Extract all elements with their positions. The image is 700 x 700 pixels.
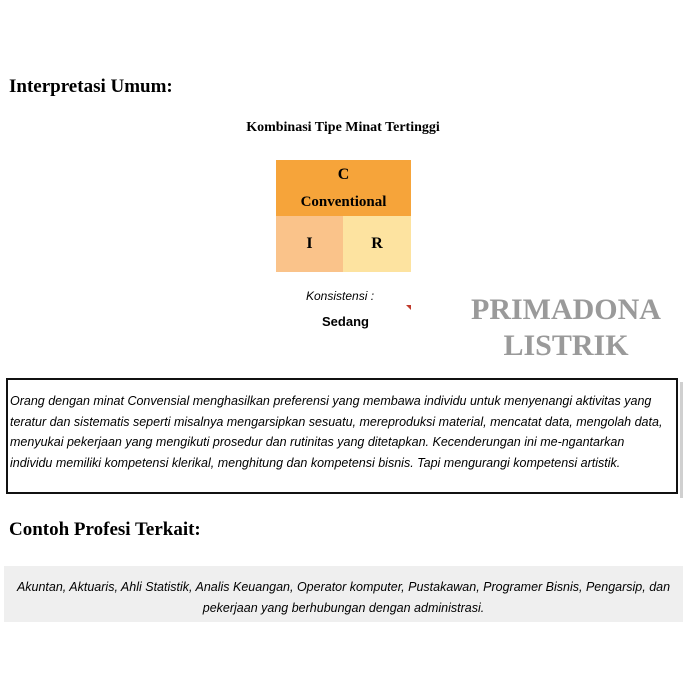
combination-title: Kombinasi Tipe Minat Tertinggi [246, 120, 440, 135]
secondary-type-cell-i: I [276, 216, 343, 272]
watermark-line-1: PRIMADONA [471, 293, 661, 326]
primary-type-cell [276, 160, 411, 216]
interest-code-grid [276, 160, 411, 272]
watermark-line-2: LISTRIK [503, 329, 629, 362]
professions-text-box: Akuntan, Aktuaris, Ahli Statistik, Analis Keuangan, Operator komputer, Pustakawan, Programer Bisnis, Pengarsip, dan pekerjaan yang berhubungan dengan administrasi. [4, 566, 683, 622]
description-box-shadow [680, 382, 683, 498]
konsistensi-label: Konsistensi : [306, 289, 375, 303]
watermark [462, 292, 670, 364]
primary-type-letter: C [337, 166, 350, 183]
interpretasi-heading: Interpretasi Umum: [9, 76, 173, 97]
contoh-profesi-heading: Contoh Profesi Terkait: [9, 519, 201, 540]
konsistensi-value: Sedang [322, 314, 369, 329]
primary-type-name: Conventional [300, 194, 387, 210]
comment-marker-icon [406, 305, 411, 310]
description-text-box: Orang dengan minat Convensial menghasilkan preferensi yang membawa individu untuk menyenangi aktivitas yang teratur dan sistematis seperti misalnya mengarsipkan sesuatu, mereproduksi material, mencatat data, mengolah data, menyukai pekerjaan yang mengikuti prosedur dan rutinitas yang ditetapkan. Kecenderungan ini me-ngantarkan individu memiliki kompetensi klerikal, menghitung dan kompetensi bisnis. Tapi mengurangi kompetensi artistik. [6, 378, 678, 494]
secondary-type-cell-r: R [343, 216, 411, 272]
